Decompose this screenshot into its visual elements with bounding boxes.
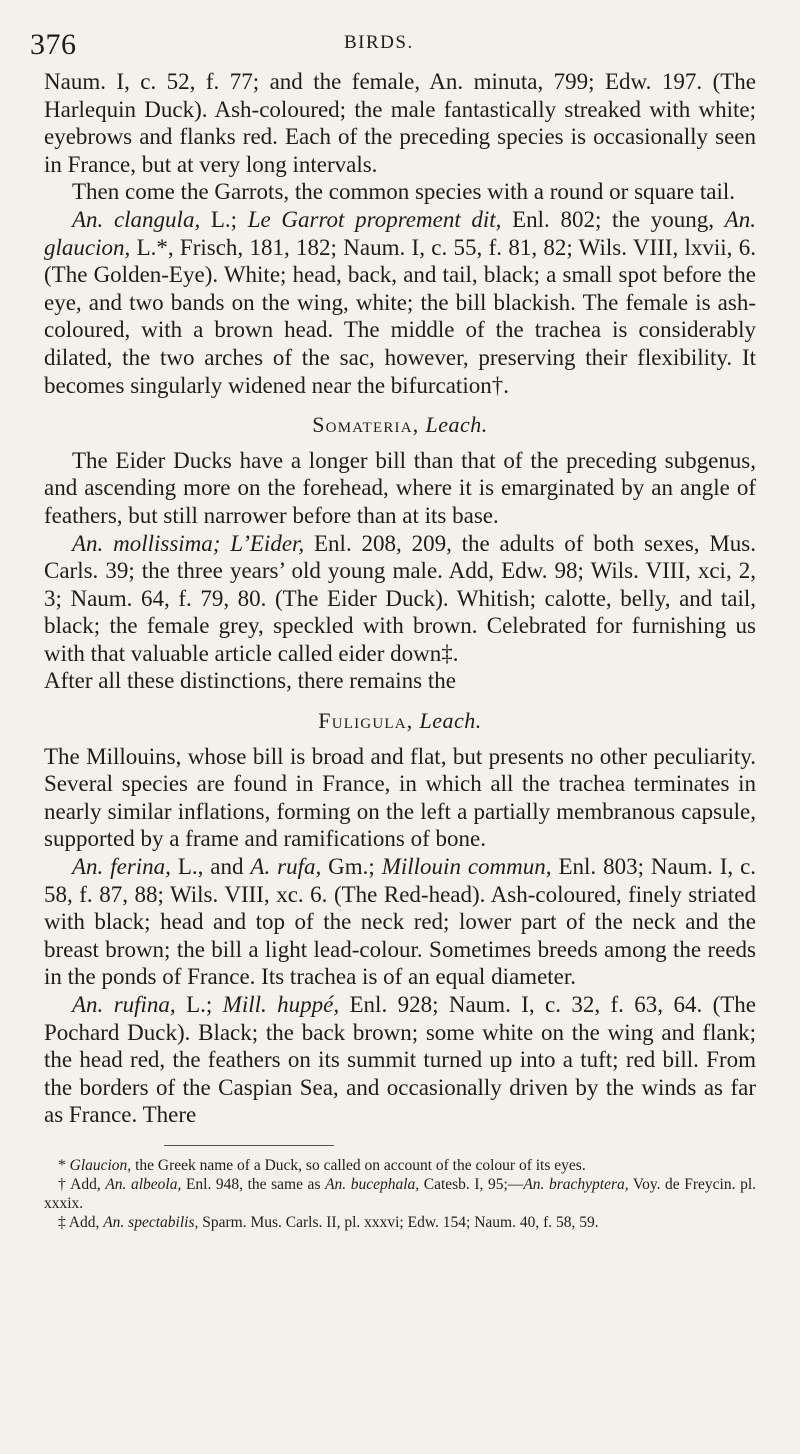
french-name: Le Garrot proprement dit,	[247, 206, 502, 232]
species-name: An. bucephala,	[325, 1175, 420, 1193]
subgenus-name: Fuligula,	[318, 708, 414, 734]
species-name: An. brachyptera,	[523, 1175, 629, 1193]
species-name: A. rufa,	[250, 854, 322, 880]
subgenus-name: Somateria,	[312, 412, 420, 438]
page-number: 376	[30, 28, 77, 61]
book-page	[30, 28, 757, 1428]
subgenus-heading	[44, 411, 756, 439]
subgenus-author: Leach.	[413, 708, 482, 734]
footnote: † Add, An. albeola, Enl. 948, the same as An. bucephala, Catesb. I, 95;—An. brachyptera, Voy. de Freycin. pl. xxxix.	[44, 1175, 756, 1212]
footnotes	[44, 1156, 756, 1232]
running-head: BIRDS.	[344, 32, 414, 53]
paragraph: Then come the Garrots, the common species with a round or square tail.	[72, 179, 735, 205]
species-name: An. ferina,	[72, 854, 171, 880]
species-entry: An. mollissima; L’Eider, Enl. 208, 209, the adults of both sexes, Mus. Carls. 39; the three years’ old young male. Add, Edw. 98; Wils. VIII, xci, 2, 3; Naum. 64, f. 79, 80. (The Eider Duck). Whitish; calotte, belly, and tail, black; the female grey, speckled with brown. Celebrated for furnishing us with that valuable article called eider down‡.	[44, 530, 757, 666]
footnote: * Glaucion, the Greek name of a Duck, so called on account of the colour of its eyes.	[58, 1156, 586, 1174]
footnote-term: Glaucion,	[69, 1156, 132, 1174]
species-name: An. clangula,	[72, 206, 201, 232]
species-entry: An. rufina, L.; Mill. huppé, Enl. 928; Naum. I, c. 32, f. 63, 64. (The Pochard Duck). Black; the back brown; some white on the wing and flank; the head red, the feathers on its summit turned up into a tuft; red bill. From the borders of the Caspian Sea, and occasionally driven by the winds as far as France. There	[44, 992, 757, 1128]
paragraph: The Millouins, whose bill is broad and flat, but presents no other peculiarity. Several species are found in France, in which all the trachea terminates in nearly similar inflations, forming on the left a partially membranous capsule, supported by a frame and ramifications of bone.	[44, 743, 756, 852]
page-header	[30, 28, 756, 68]
french-name: Mill. huppé,	[222, 992, 340, 1017]
french-name: Millouin commun,	[381, 854, 552, 880]
species-name: An. glaucion,	[44, 206, 756, 260]
main-text	[44, 68, 756, 1129]
paragraph: Naum. I, c. 52, f. 77; and the female, An. minuta, 799; Edw. 197. (The Harlequin Duck). Ash-coloured; the male fantastically streaked with white; eyebrows and flanks red. Each of the preceding species is occasionally seen in France, but at very long intervals.	[44, 69, 756, 177]
subgenus-author: Leach.	[419, 412, 488, 438]
french-name: L’Eider,	[220, 530, 305, 556]
species-entry: An. clangula, L.; Le Garrot proprement dit, Enl. 802; the young, An. glaucion, L.*, Frisch, 181, 182; Naum. I, c. 55, f. 81, 82; Wils. VIII, lxvii, 6. (The Golden-Eye). White; head, back, and tail, black; a small spot before the eye, and two bands on the wing, white; the bill blackish. The female is ash-coloured, with a brown head. The middle of the trachea is considerably dilated, the two arches of the sac, however, preserving their flexibility. It becomes singularly widened near the bifurcation†.	[44, 206, 756, 398]
paragraph: The Eider Ducks have a longer bill than that of the preceding subgenus, and ascending more on the forehead, where it is emarginated by an angle of feathers, but still narrower before than at its base.	[44, 447, 756, 528]
species-entry: An. ferina, L., and A. rufa, Gm.; Millouin commun, Enl. 803; Naum. I, c. 58, f. 87, 88; Wils. VIII, xc. 6. (The Red-head). Ash-coloured, finely striated with black; head and top of the neck red; lower part of the neck and the breast brown; the bill a light lead-colour. Sometimes breeds among the reeds in the ponds of France. Its trachea is of an equal diameter.	[44, 854, 757, 990]
species-name: An. albeola,	[105, 1175, 182, 1193]
species-name: An. rufina,	[72, 992, 176, 1017]
paragraph: After all these distinctions, there remains the	[44, 668, 456, 694]
species-name: An. spectabilis,	[103, 1213, 199, 1231]
footnote: ‡ Add, An. spectabilis, Sparm. Mus. Carls. II, pl. xxxvi; Edw. 154; Naum. 40, f. 58, 59.	[58, 1213, 599, 1231]
species-name: An. mollissima;	[72, 530, 221, 556]
subgenus-heading	[44, 707, 756, 735]
footnote-divider	[164, 1145, 334, 1146]
